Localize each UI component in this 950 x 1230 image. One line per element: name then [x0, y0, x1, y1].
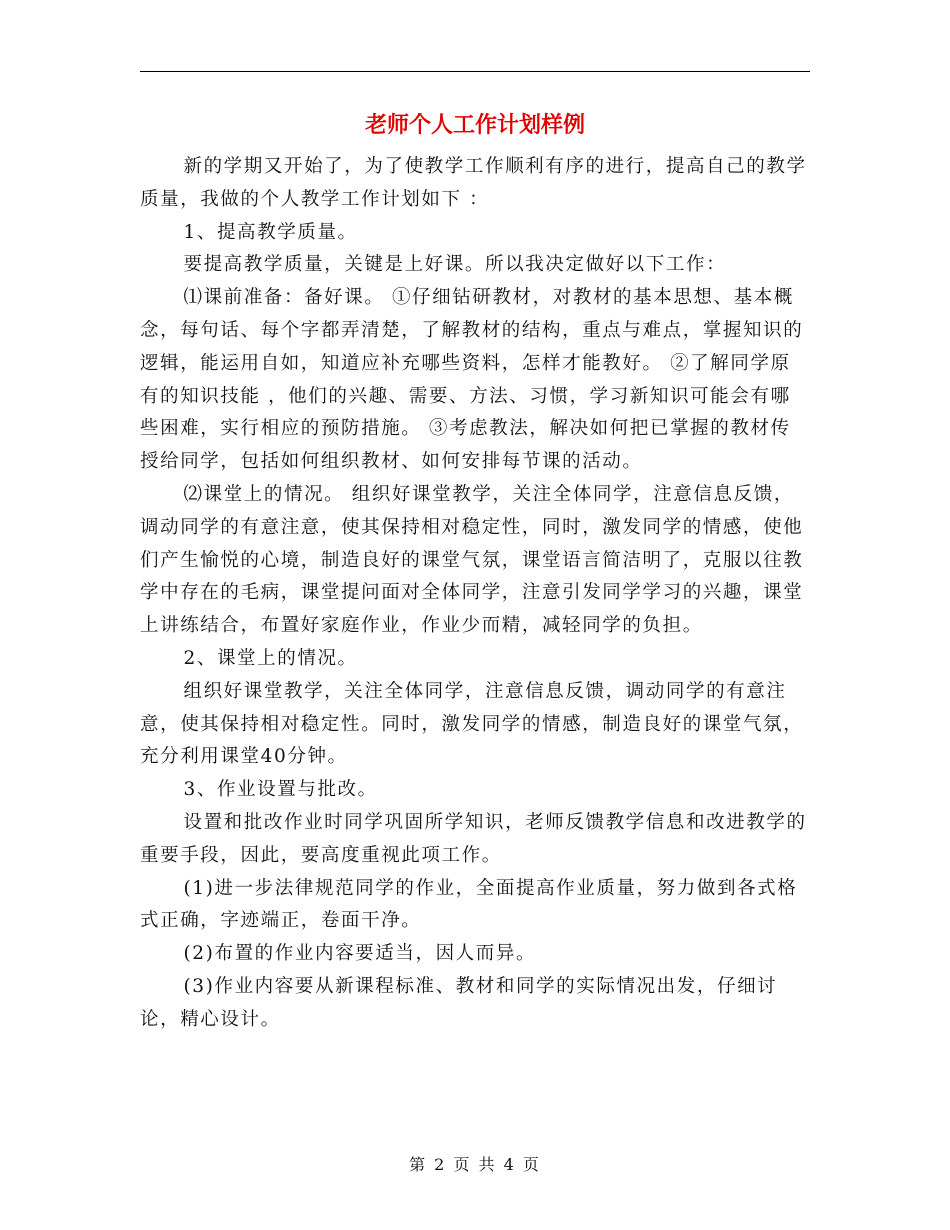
paragraph: ⑴课前准备：备好课。 ①仔细钻研教材，对教材的基本思想、基本概念，每句话、每个字都弄清楚，了解教材的结构，重点与难点，掌握知识的逻辑，能运用自如，知道应补充哪些资料，怎样才能教好。 ②了解同学原有的知识技能 ，他们的兴趣、需要、方法、习惯，学习新知识可能会有哪些困难，实行相应的预防措施。 ③考虑教法，解决如何把已掌握的教材传授给同学，包括如何组织教材、如何安排每节课的活动。 — [140, 287, 804, 473]
paragraph: 要提高教学质量，关键是上好课。所以我决定做好以下工作： — [183, 254, 727, 276]
section-heading: 2、课堂上的情况。 — [183, 647, 358, 669]
paragraph: 组织好课堂教学，关注全体同学，注意信息反馈，调动同学的有意注意，使其保持相对稳定性。同时，激发同学的情感，制造良好的课堂气氛，充分利用课堂40分钟。 — [140, 680, 804, 768]
page-footer: 第 2 页 共 4 页 — [409, 1155, 541, 1174]
section-heading: 1、提高教学质量。 — [183, 221, 358, 243]
document-body — [140, 151, 810, 1037]
paragraph: 新的学期又开始了，为了使教学工作顺利有序的进行，提高自己的教学质量，我做的个人教学工作计划如下 ： — [140, 156, 807, 210]
list-item: (2)布置的作业内容要适当，因人而异。 — [183, 943, 537, 965]
list-item: (1)进一步法律规范同学的作业，全面提高作业质量，努力做到各式格式正确，字迹端正，卷面干净。 — [140, 877, 798, 932]
paragraph: ⑵课堂上的情况。 组织好课堂教学，关注全体同学，注意信息反馈，调动同学的有意注意，使其保持相对稳定性，同时，激发同学的情感，使他们产生愉悦的心境，制造良好的课堂气氛，课堂语言简洁明了，克服以往教学中存在的毛病，课堂提问面对全体同学，注意引发同学学习的兴趣，课堂上讲练结合，布置好家庭作业，作业少而精，减轻同学的负担。 — [140, 483, 804, 637]
list-item: (3)作业内容要从新课程标准、教材和同学的实际情况出发，仔细讨论，精心设计。 — [140, 975, 778, 1030]
header-rule — [140, 71, 810, 72]
section-heading: 3、作业设置与批改。 — [183, 779, 378, 801]
paragraph: 设置和批改作业时同学巩固所学知识，老师反馈教学信息和改进教学的重要手段，因此，要高度重视此项工作。 — [140, 811, 807, 866]
document-title: 老师个人工作计划样例 — [364, 113, 585, 138]
